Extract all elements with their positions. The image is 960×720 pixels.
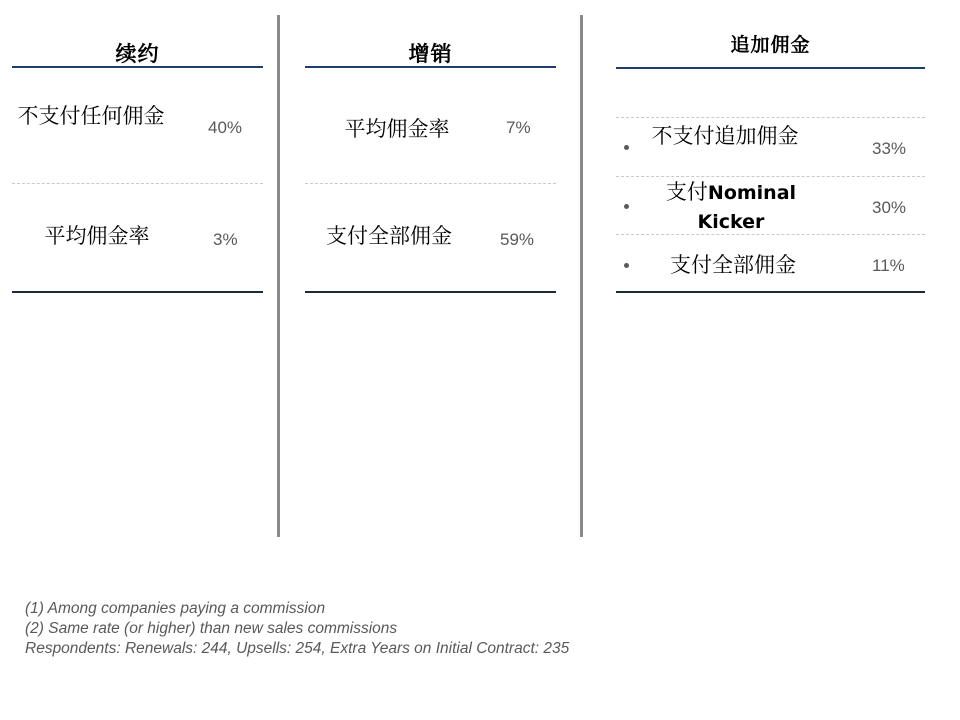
row-label — [656, 178, 806, 236]
column-divider — [580, 15, 583, 537]
row-divider — [616, 117, 925, 118]
column-divider — [277, 15, 280, 537]
footnotes — [25, 599, 569, 659]
respondents-note: Respondents: Renewals: 244, Upsells: 254, Extra Years on Initial Contract: 235 — [25, 640, 570, 657]
row-label: 平均佣金率 — [344, 117, 450, 141]
bullet-icon — [624, 145, 629, 150]
row-value: 7% — [506, 118, 531, 137]
row-label: 不支付追加佣金 — [651, 124, 799, 148]
bottom-rule — [616, 291, 925, 293]
row-value: 59% — [500, 230, 535, 249]
column-header: 追加佣金 — [730, 34, 811, 56]
label-latin: Nominal Kicker — [697, 182, 797, 233]
extra-years-column — [616, 0, 925, 560]
bottom-rule — [305, 291, 556, 293]
footnote-2: (2) Same rate (or higher) than new sales commissions — [25, 620, 398, 637]
row-label: 支付全部佣金 — [326, 224, 452, 248]
row-divider — [616, 176, 925, 177]
column-header: 续约 — [115, 42, 160, 66]
bottom-rule — [12, 291, 263, 293]
row-divider — [305, 183, 556, 184]
row-value: 40% — [208, 118, 243, 137]
header-rule — [12, 66, 263, 68]
row-value: 3% — [213, 230, 238, 249]
row-value: 30% — [872, 198, 907, 217]
footnote-1: (1) Among companies paying a commission — [25, 600, 326, 617]
bullet-icon — [624, 204, 629, 209]
header-rule — [616, 67, 925, 69]
row-label: 支付全部佣金 — [670, 253, 796, 277]
column-header: 增销 — [408, 42, 453, 66]
upsells-column — [305, 0, 556, 560]
row-divider — [616, 234, 925, 235]
row-value: 11% — [872, 256, 905, 275]
row-divider — [12, 183, 263, 184]
header-rule — [305, 66, 556, 68]
row-label: 平均佣金率 — [44, 224, 150, 248]
row-value: 33% — [872, 139, 907, 158]
label-prefix: 支付 — [665, 180, 708, 204]
bullet-icon — [624, 263, 629, 268]
row-label: 不支付任何佣金 — [17, 104, 165, 128]
renewals-column — [12, 0, 263, 560]
